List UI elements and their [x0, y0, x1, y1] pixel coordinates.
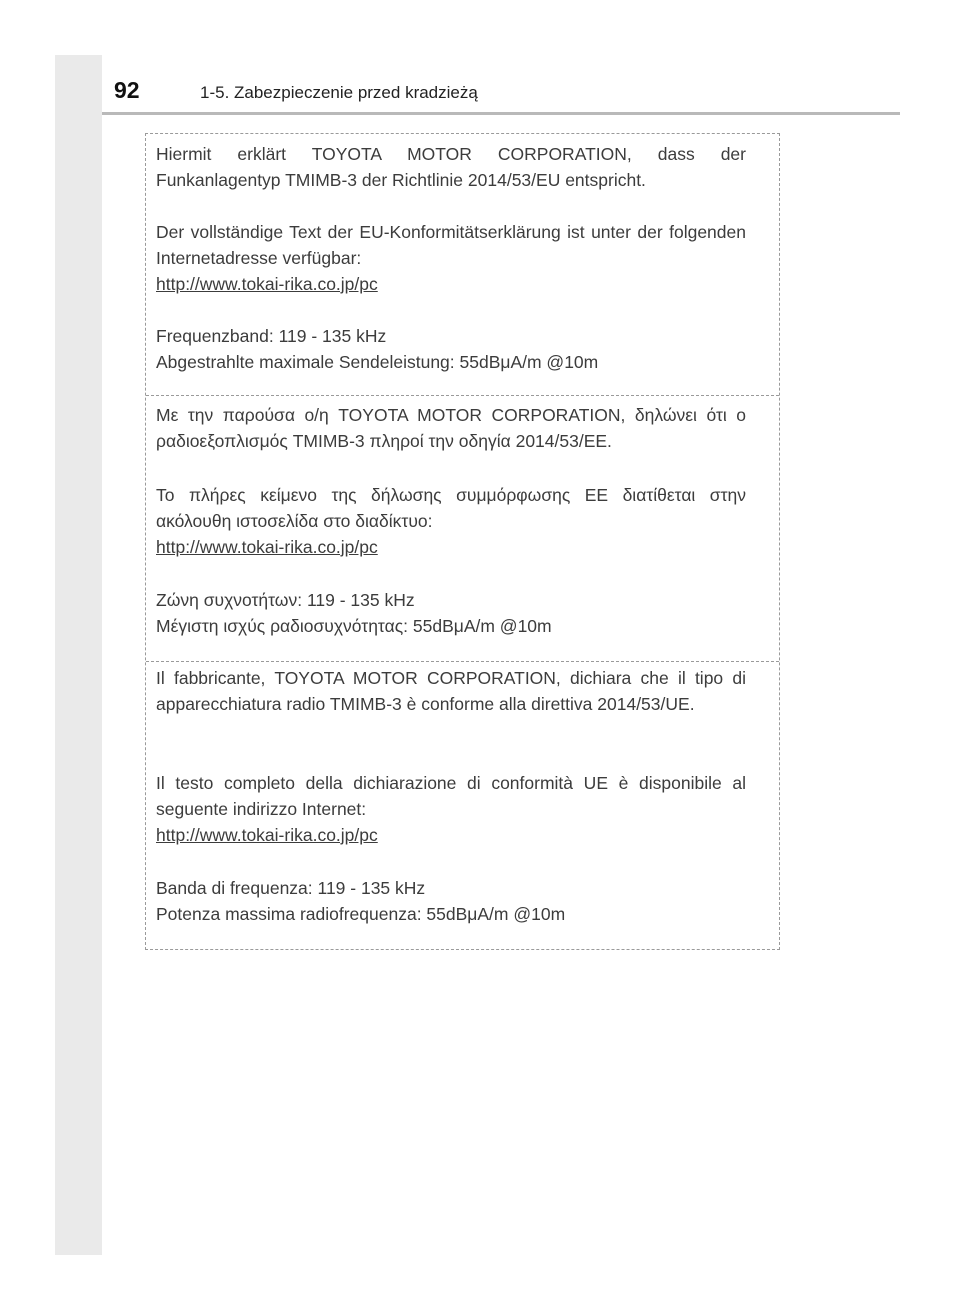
header-rule — [102, 112, 900, 115]
frequency-band-text: Frequenzband: 119 - 135 kHz — [156, 326, 387, 346]
section-title: 1-5. Zabezpieczenie przed kradzieżą — [200, 83, 478, 102]
declaration-url-link[interactable]: http://www.tokai-rika.co.jp/pc — [156, 825, 378, 845]
declaration-italian — [146, 661, 779, 949]
statement-text: Με την παρούσα ο/η TOYOTA MOTOR CORPORATION, δηλώνει ότι ο ραδιοεξοπλισμός TMIMB-3 πληροί την οδηγία 2014/53/ΕΕ. — [156, 405, 746, 451]
statement-text: Il fabbricante, TOYOTA MOTOR CORPORATION, dichiara che il tipo di apparecchiatura radio TMIMB-3 è conforme alla direttiva 2014/53/UE. — [156, 668, 746, 714]
page-header — [102, 55, 900, 115]
max-power-text: Abgestrahlte maximale Sendeleistung: 55dBμA/m @10m — [156, 352, 599, 372]
frequency-band-text: Banda di frequenza: 119 - 135 kHz — [156, 878, 426, 898]
declaration-greek — [146, 395, 779, 661]
availability-text: Der vollständige Text der EU-Konformitätserklärung ist unter der folgenden Internetadresse verfügbar: — [156, 222, 746, 268]
availability-text: Il testo completo della dichiarazione di conformità UE è disponibile al seguente indirizzo Internet: — [156, 773, 746, 819]
declaration-url-link[interactable]: http://www.tokai-rika.co.jp/pc — [156, 537, 378, 557]
declaration-box — [145, 133, 780, 950]
max-power-text: Potenza massima radiofrequenza: 55dBμA/m @10m — [156, 904, 566, 924]
declaration-german — [146, 134, 779, 395]
frequency-band-text: Ζώνη συχνοτήτων: 119 - 135 kHz — [156, 590, 415, 610]
statement-text: Hiermit erklärt TOYOTA MOTOR CORPORATION, dass der Funkanlagentyp TMIMB-3 der Richtlinie 2014/53/EU entspricht. — [156, 144, 746, 190]
max-power-text: Μέγιστη ισχύς ραδιοσυχνότητας: 55dBμA/m @10m — [156, 616, 552, 636]
page-number: 92 — [114, 77, 140, 103]
availability-text: Το πλήρες κείμενο της δήλωσης συμμόρφωσης ΕΕ διατίθεται στην ακόλουθη ιστοσελίδα στο διαδίκτυο: — [156, 485, 746, 531]
declaration-url-link[interactable]: http://www.tokai-rika.co.jp/pc — [156, 274, 378, 294]
page-margin-bar — [55, 55, 102, 1255]
